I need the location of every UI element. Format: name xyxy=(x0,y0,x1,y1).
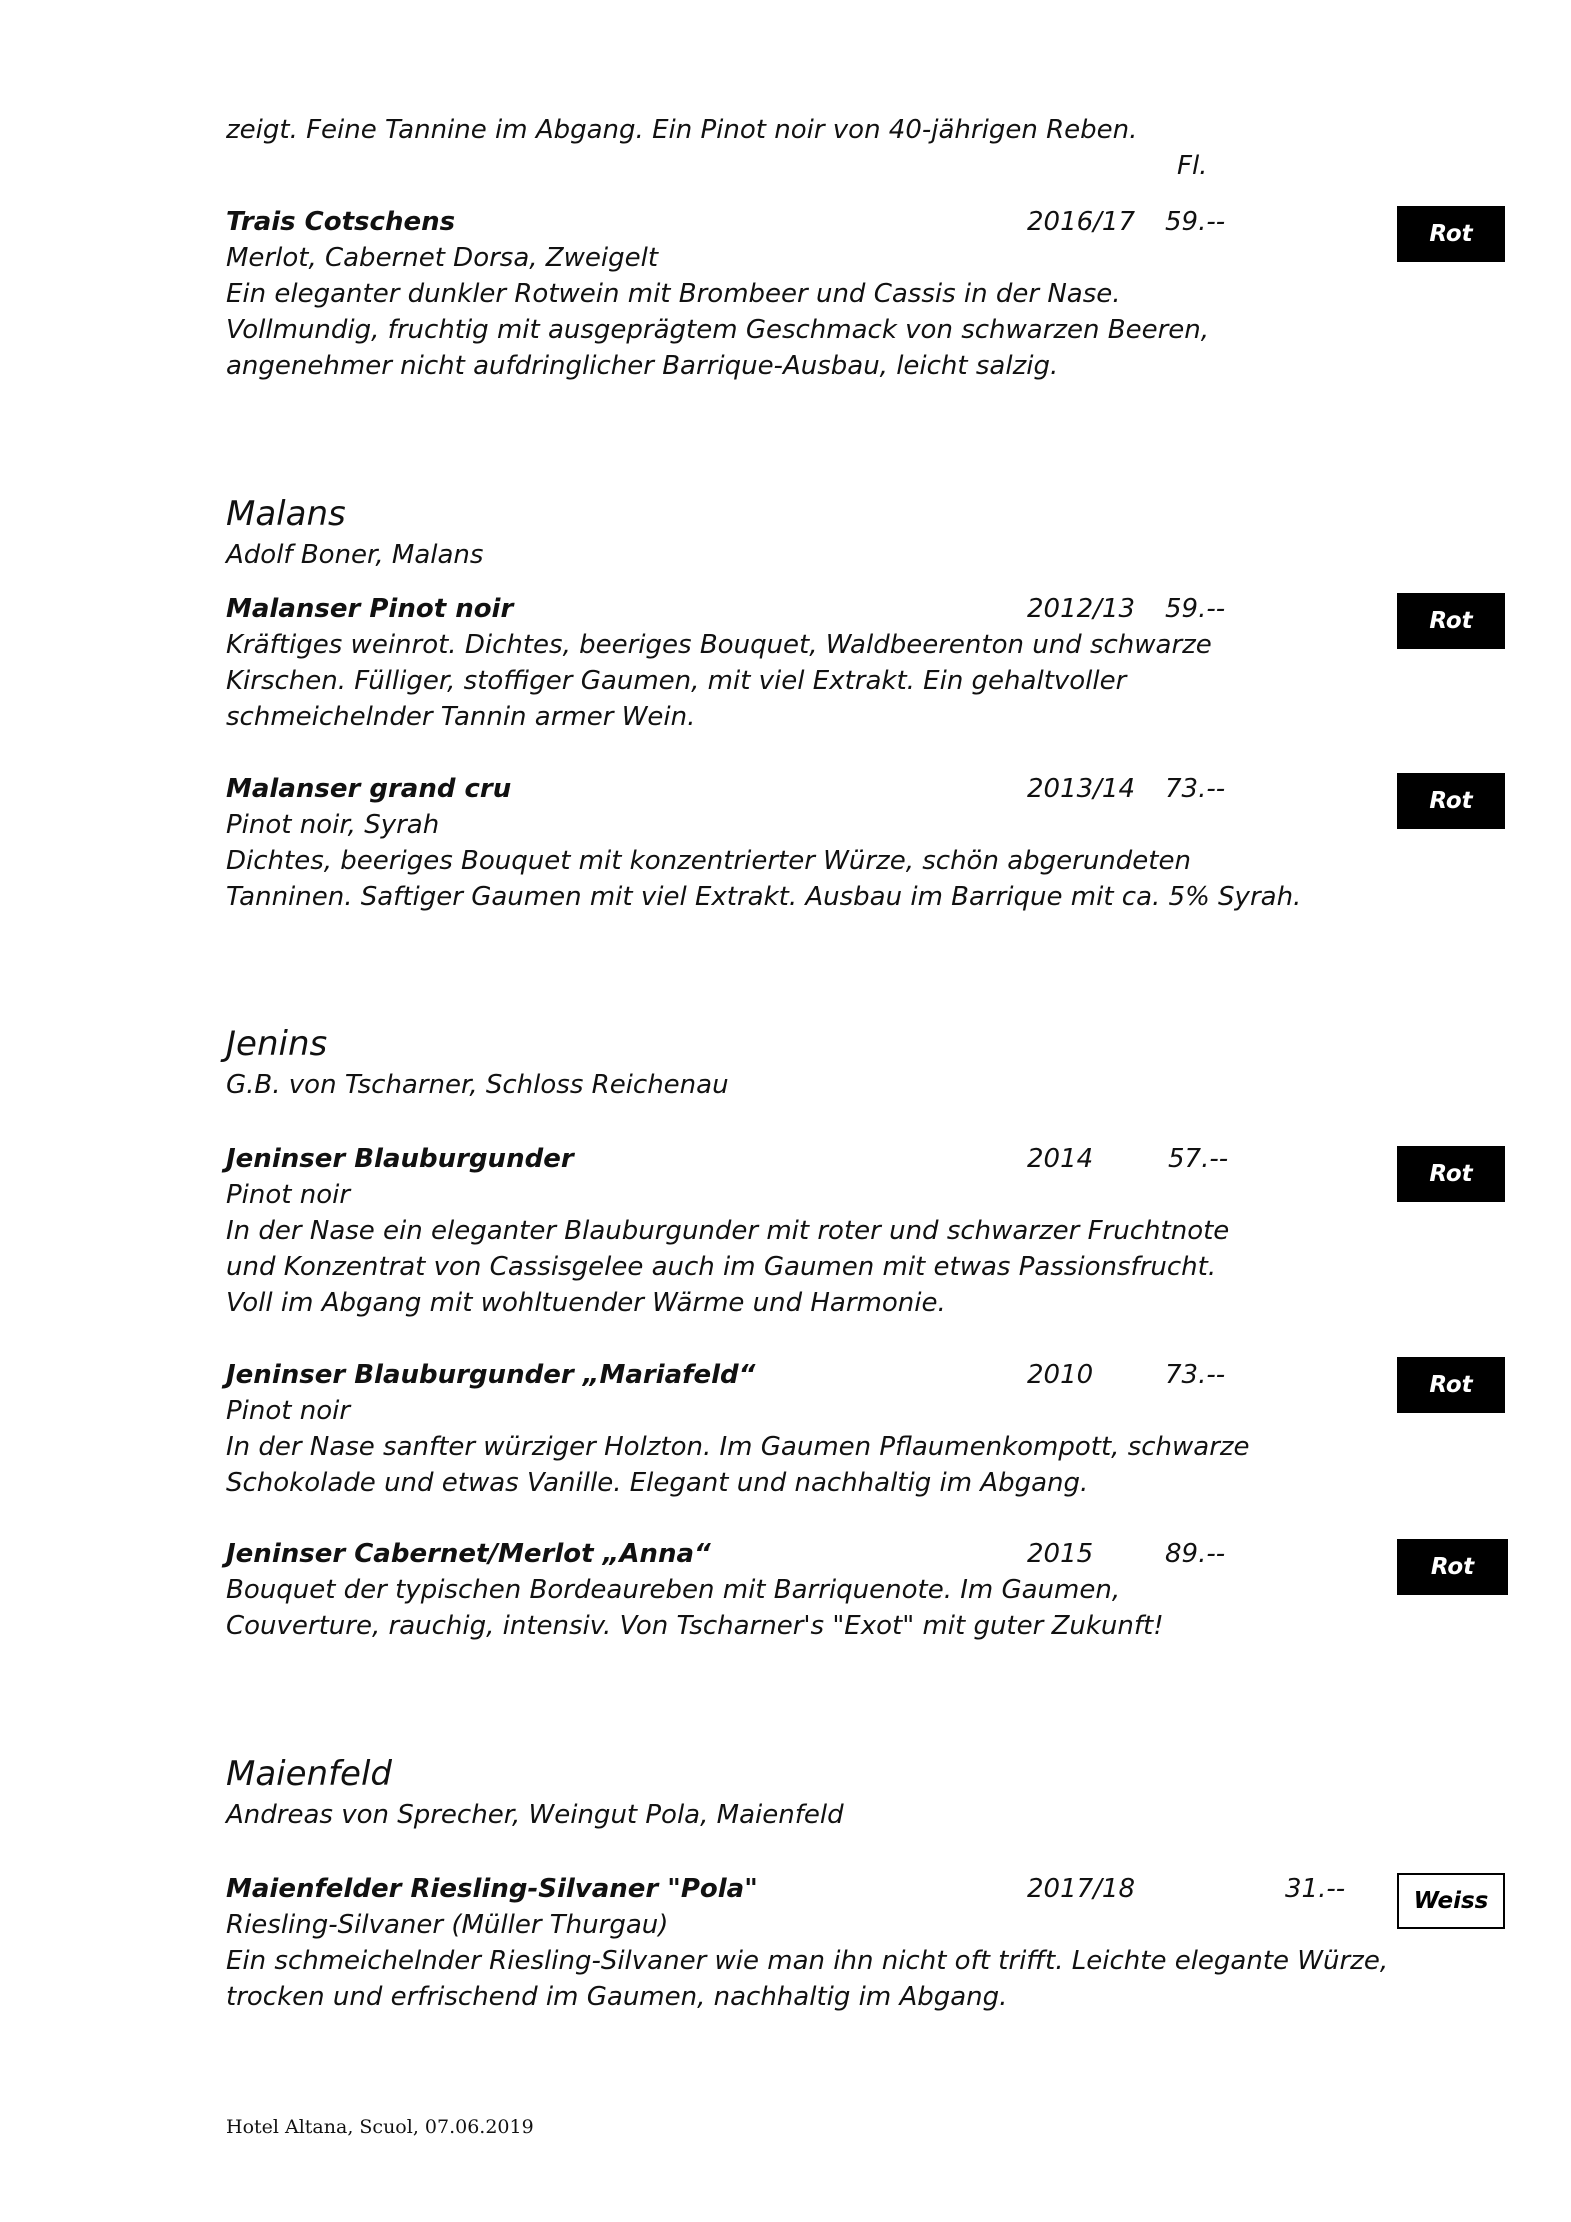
wine-price: 59.-- xyxy=(1165,207,1226,237)
wine-description-line: Dichtes, beeriges Bouquet mit konzentrierter Würze, schön abgerundeten xyxy=(226,846,1191,876)
wine-description-line: Ein eleganter dunkler Rotwein mit Brombeer und Cassis in der Nase. xyxy=(226,279,1121,309)
wine-description-line: In der Nase ein eleganter Blauburgunder mit roter und schwarzer Fruchtnote xyxy=(226,1216,1230,1246)
wine-price: 31.-- xyxy=(1285,1874,1346,1904)
wine-vintage: 2010 xyxy=(1027,1360,1094,1390)
wine-grape: Pinot noir xyxy=(226,1396,351,1426)
region-title: Malans xyxy=(226,494,346,534)
wine-name: Trais Cotschens xyxy=(226,207,456,237)
wine-type-badge: Rot xyxy=(1397,1357,1505,1413)
wine-name: Jeninser Cabernet/Merlot „Anna“ xyxy=(226,1539,711,1569)
wine-description-line: Couverture, rauchig, intensiv. Von Tscharner's "Exot" mit guter Zukunft! xyxy=(226,1611,1164,1641)
region-title: Jenins xyxy=(226,1024,328,1064)
wine-name: Malanser Pinot noir xyxy=(226,594,514,624)
wine-name: Malanser grand cru xyxy=(226,774,512,804)
wine-name: Maienfelder Riesling-Silvaner "Pola" xyxy=(226,1874,758,1904)
wine-price: 73.-- xyxy=(1165,774,1226,804)
wine-vintage: 2014 xyxy=(1027,1144,1094,1174)
wine-type-badge: Rot xyxy=(1397,1146,1505,1202)
wine-description-line: In der Nase sanfter würziger Holzton. Im Gaumen Pflaumenkompott, schwarze xyxy=(226,1432,1250,1462)
wine-description-line: Vollmundig, fruchtig mit ausgeprägtem Geschmack von schwarzen Beeren, xyxy=(226,315,1210,345)
wine-description-line: Voll im Abgang mit wohltuender Wärme und Harmonie. xyxy=(226,1288,946,1318)
wine-type-badge: Weiss xyxy=(1397,1873,1505,1929)
region-producer: G.B. von Tscharner, Schloss Reichenau xyxy=(226,1070,729,1100)
wine-description-line: angenehmer nicht aufdringlicher Barrique-Ausbau, leicht salzig. xyxy=(226,351,1059,381)
wine-name: Jeninser Blauburgunder „Mariafeld“ xyxy=(226,1360,756,1390)
wine-grape: Riesling-Silvaner (Müller Thurgau) xyxy=(226,1910,669,1940)
wine-type-badge: Rot xyxy=(1397,206,1505,262)
wine-grape: Pinot noir xyxy=(226,1180,351,1210)
continuation-text: zeigt. Feine Tannine im Abgang. Ein Pinot noir von 40-jährigen Reben. xyxy=(226,115,1138,145)
wine-type-badge: Rot xyxy=(1397,1539,1508,1595)
wine-description-line: Schokolade und etwas Vanille. Elegant und nachhaltig im Abgang. xyxy=(226,1468,1089,1498)
wine-price: 57.-- xyxy=(1168,1144,1229,1174)
wine-description-line: Ein schmeichelnder Riesling-Silvaner wie man ihn nicht oft trifft. Leichte elegante Würze, xyxy=(226,1946,1389,1976)
wine-vintage: 2013/14 xyxy=(1027,774,1136,804)
wine-description-line: und Konzentrat von Cassisgelee auch im Gaumen mit etwas Passionsfrucht. xyxy=(226,1252,1217,1282)
wine-description-line: trocken und erfrischend im Gaumen, nachhaltig im Abgang. xyxy=(226,1982,1008,2012)
region-title: Maienfeld xyxy=(226,1754,392,1794)
wine-name: Jeninser Blauburgunder xyxy=(226,1144,574,1174)
wine-vintage: 2015 xyxy=(1027,1539,1094,1569)
wine-vintage: 2017/18 xyxy=(1027,1874,1136,1904)
region-producer: Andreas von Sprecher, Weingut Pola, Maienfeld xyxy=(226,1800,844,1830)
wine-description-line: Kräftiges weinrot. Dichtes, beeriges Bouquet, Waldbeerenton und schwarze xyxy=(226,630,1212,660)
page-footer: Hotel Altana, Scuol, 07.06.2019 xyxy=(226,2116,534,2138)
wine-price: 89.-- xyxy=(1165,1539,1226,1569)
wine-description-line: schmeichelnder Tannin armer Wein. xyxy=(226,702,696,732)
wine-type-badge: Rot xyxy=(1397,773,1505,829)
price-column-header: Fl. xyxy=(1177,151,1208,181)
wine-price: 73.-- xyxy=(1165,1360,1226,1390)
wine-vintage: 2012/13 xyxy=(1027,594,1136,624)
wine-grape: Pinot noir, Syrah xyxy=(226,810,440,840)
wine-description-line: Tanninen. Saftiger Gaumen mit viel Extrakt. Ausbau im Barrique mit ca. 5% Syrah. xyxy=(226,882,1302,912)
wine-type-badge: Rot xyxy=(1397,593,1505,649)
wine-price: 59.-- xyxy=(1165,594,1226,624)
region-producer: Adolf Boner, Malans xyxy=(226,540,484,570)
wine-grape: Merlot, Cabernet Dorsa, Zweigelt xyxy=(226,243,659,273)
wine-description-line: Bouquet der typischen Bordeaureben mit Barriquenote. Im Gaumen, xyxy=(226,1575,1121,1605)
wine-description-line: Kirschen. Fülliger, stoffiger Gaumen, mit viel Extrakt. Ein gehaltvoller xyxy=(226,666,1127,696)
wine-vintage: 2016/17 xyxy=(1027,207,1136,237)
